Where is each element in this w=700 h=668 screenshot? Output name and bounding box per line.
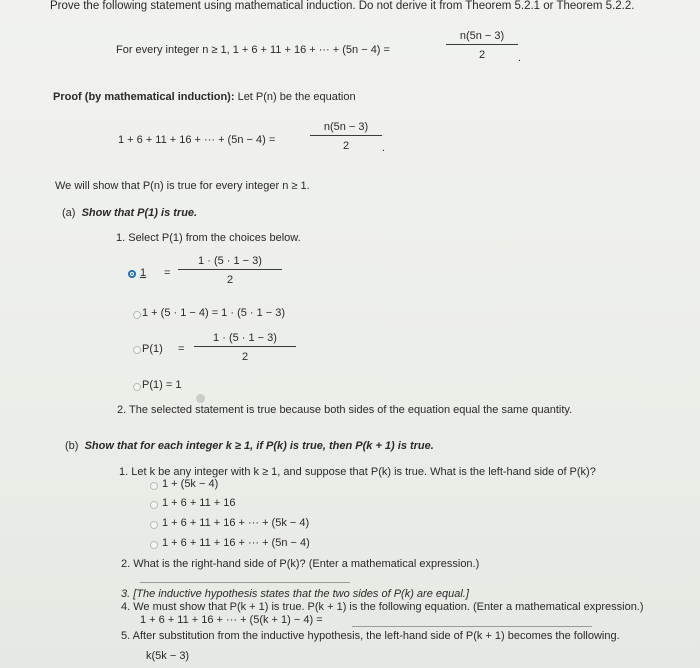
part-b-step2: 2. What is the right-hand side of P(k)? (Enter a mathematical expression.) <box>121 558 480 570</box>
proof-heading-bold: Proof (by mathematical induction): <box>53 91 235 103</box>
part-b-label: (b) <box>65 440 79 452</box>
part-a-label: (a) <box>62 207 76 219</box>
radio-button[interactable] <box>150 501 158 509</box>
part-b-step4-equation: 1 + 6 + 11 + 16 + ··· + (5(k + 1) − 4) = <box>140 614 323 626</box>
statement-period: . <box>518 52 522 64</box>
proof-heading <box>53 91 356 103</box>
radio-button[interactable] <box>150 482 158 490</box>
lhs-choice-4-text: 1 + 6 + 11 + 16 + ··· + (5n − 4) <box>162 537 310 549</box>
part-b-step3 <box>121 588 469 600</box>
radio-button[interactable] <box>150 521 158 529</box>
p1-choice-3-lhs: P(1) <box>142 343 163 355</box>
pn-period: . <box>382 142 386 154</box>
p1-choice-2-text: 1 + (5 · 1 − 4) = 1 · (5 · 1 − 3) <box>142 307 286 319</box>
statement-numerator: n(5n − 3) <box>459 30 505 42</box>
statement-lhs: For every integer n ≥ 1, 1 + 6 + 11 + 16 + ··· + (5n − 4) = <box>116 44 390 56</box>
p1-choice-4-text: P(1) = 1 <box>142 379 182 391</box>
p1-choice-3-numerator: 1 · (5 · 1 − 3) <box>213 332 277 344</box>
p1-choice-1-fraction <box>178 255 282 286</box>
p1-choice-3-fraction <box>194 332 296 363</box>
part-a-title: Show that P(1) is true. <box>81 207 198 219</box>
instruction-text: Prove the following statement using mathematical induction. Do not derive it from Theorem 5.2.1 or Theorem 5.2.2. <box>50 0 635 12</box>
p1-choice-3-denominator: 2 <box>241 351 249 363</box>
part-a-step1: 1. Select P(1) from the choices below. <box>116 232 301 244</box>
pn-denominator: 2 <box>342 140 350 152</box>
part-b-heading <box>65 440 434 452</box>
radio-button[interactable] <box>133 383 141 391</box>
pn-equation-lhs: 1 + 6 + 11 + 16 + ··· + (5n − 4) = <box>118 134 276 146</box>
p1-choice-1-lhs: 1 <box>140 267 147 279</box>
p1-choice-3-equals: = <box>178 343 185 355</box>
lhs-choice-2-text: 1 + 6 + 11 + 16 <box>162 497 236 509</box>
radio-button[interactable] <box>150 541 158 549</box>
statement-fraction <box>446 30 518 61</box>
lhs-choice-1-text: 1 + (5k − 4) <box>162 478 219 490</box>
part-b-title: Show that for each integer k ≥ 1, if P(k) is true, then P(k + 1) is true. <box>84 440 434 452</box>
part-b-step1: 1. Let k be any integer with k ≥ 1, and suppose that P(k) is true. What is the left-hand side of P(k)? <box>119 466 596 478</box>
part-a-step2: 2. The selected statement is true because both sides of the equation equal the same quantity. <box>117 404 573 416</box>
pn-fraction <box>310 121 382 152</box>
radio-button[interactable] <box>133 311 141 319</box>
proof-heading-rest: Let P(n) be the equation <box>234 91 356 103</box>
lhs-choice-3-text: 1 + 6 + 11 + 16 + ··· + (5k − 4) <box>162 517 310 529</box>
p1-choice-1-equals: = <box>164 267 171 279</box>
part-b-step4: 4. We must show that P(k + 1) is true. P(k + 1) is the following equation. (Enter a mathematical expression.) <box>121 601 644 613</box>
p1-choice-1-numerator: 1 · (5 · 1 − 3) <box>198 255 262 267</box>
cursor-dot-icon <box>196 394 205 403</box>
radio-button-selected[interactable] <box>128 270 136 278</box>
pn-numerator: n(5n − 3) <box>323 121 369 133</box>
radio-button[interactable] <box>133 346 141 354</box>
proof-claim: We will show that P(n) is true for every integer n ≥ 1. <box>55 180 310 192</box>
rhs-answer-input[interactable] <box>140 582 350 583</box>
p1-choice-1-denominator: 2 <box>226 274 234 286</box>
part-b-step5-expression: k(5k − 3) <box>146 650 190 662</box>
part-b-step3-text: 3. [The inductive hypothesis states that the two sides of P(k) are equal.] <box>121 588 469 600</box>
statement-denominator: 2 <box>478 49 486 61</box>
pk1-rhs-input[interactable] <box>352 626 592 627</box>
part-b-step5: 5. After substitution from the inductive hypothesis, the left-hand side of P(k + 1) becomes the following. <box>121 630 620 642</box>
part-a-heading <box>62 207 197 219</box>
